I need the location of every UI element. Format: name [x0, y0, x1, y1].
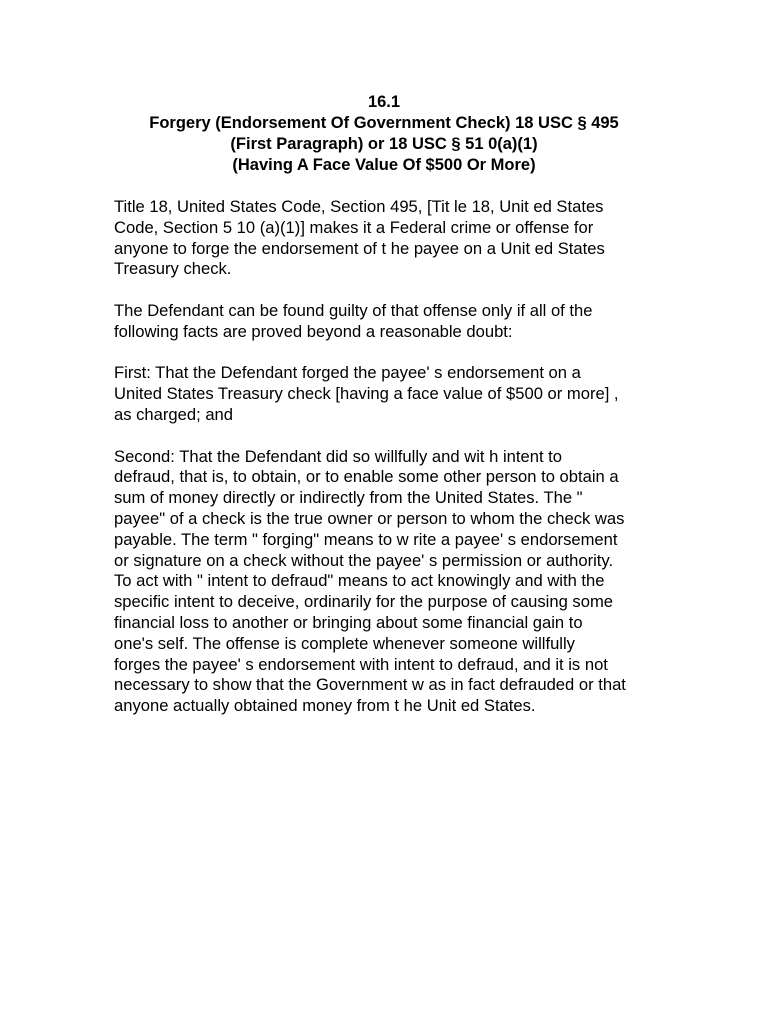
paragraph-line: necessary to show that the Government w as in fact defrauded or that — [114, 675, 626, 695]
instruction-heading — [114, 92, 654, 176]
paragraph-line: forges the payee' s endorsement with intent to defraud, and it is not — [114, 654, 608, 674]
paragraph-line: sum of money directly or indirectly from the United States. The " — [114, 488, 583, 508]
paragraph-line: Treasury check. — [114, 259, 232, 279]
paragraph-elements-intro — [114, 301, 662, 343]
paragraph-line: financial loss to another or bringing about some financial gain to — [114, 612, 583, 632]
paragraph-line: anyone to forge the endorsement of t he payee on a Unit ed States — [114, 238, 605, 258]
paragraph-line: First: That the Defendant forged the payee' s endorsement on a — [114, 363, 581, 383]
paragraph-line: Second: That the Defendant did so willfully and wit h intent to — [114, 446, 562, 466]
document-page — [114, 92, 662, 717]
paragraph-second-element — [114, 447, 662, 717]
paragraph-line: United States Treasury check [having a face value of $500 or more] , — [114, 384, 619, 404]
paragraph-line: as charged; and — [114, 404, 234, 424]
paragraph-first-element — [114, 363, 662, 425]
paragraph-line: following facts are proved beyond a reasonable doubt: — [114, 321, 513, 341]
paragraph-line: Title 18, United States Code, Section 495, [Tit le 18, Unit ed States — [114, 197, 604, 216]
paragraph-line: or signature on a check without the payee' s permission or authority. — [114, 550, 614, 570]
instruction-qualifier: (Having A Face Value Of $500 Or More) — [232, 156, 536, 174]
paragraph-line: payable. The term " forging" means to w rite a payee' s endorsement — [114, 529, 618, 549]
instruction-subtitle: (First Paragraph) or 18 USC § 51 0(a)(1) — [230, 135, 538, 153]
instruction-number: 16.1 — [367, 93, 401, 111]
paragraph-line: one's self. The offense is complete whenever someone willfully — [114, 633, 575, 653]
paragraph-statute — [114, 197, 662, 280]
paragraph-line: specific intent to deceive, ordinarily for the purpose of causing some — [114, 592, 614, 612]
paragraph-line: Code, Section 5 10 (a)(1)] makes it a Federal crime or offense for — [114, 217, 594, 237]
paragraph-line: The Defendant can be found guilty of that offense only if all of the — [114, 300, 593, 320]
paragraph-line: payee" of a check is the true owner or person to whom the check was — [114, 508, 625, 528]
paragraph-line: anyone actually obtained money from t he Unit ed States. — [114, 696, 536, 716]
paragraph-line: defraud, that is, to obtain, or to enable some other person to obtain a — [114, 467, 619, 487]
paragraph-line: To act with " intent to defraud" means to act knowingly and with the — [114, 571, 605, 591]
instruction-title: Forgery (Endorsement Of Government Check) 18 USC § 495 — [149, 114, 619, 132]
